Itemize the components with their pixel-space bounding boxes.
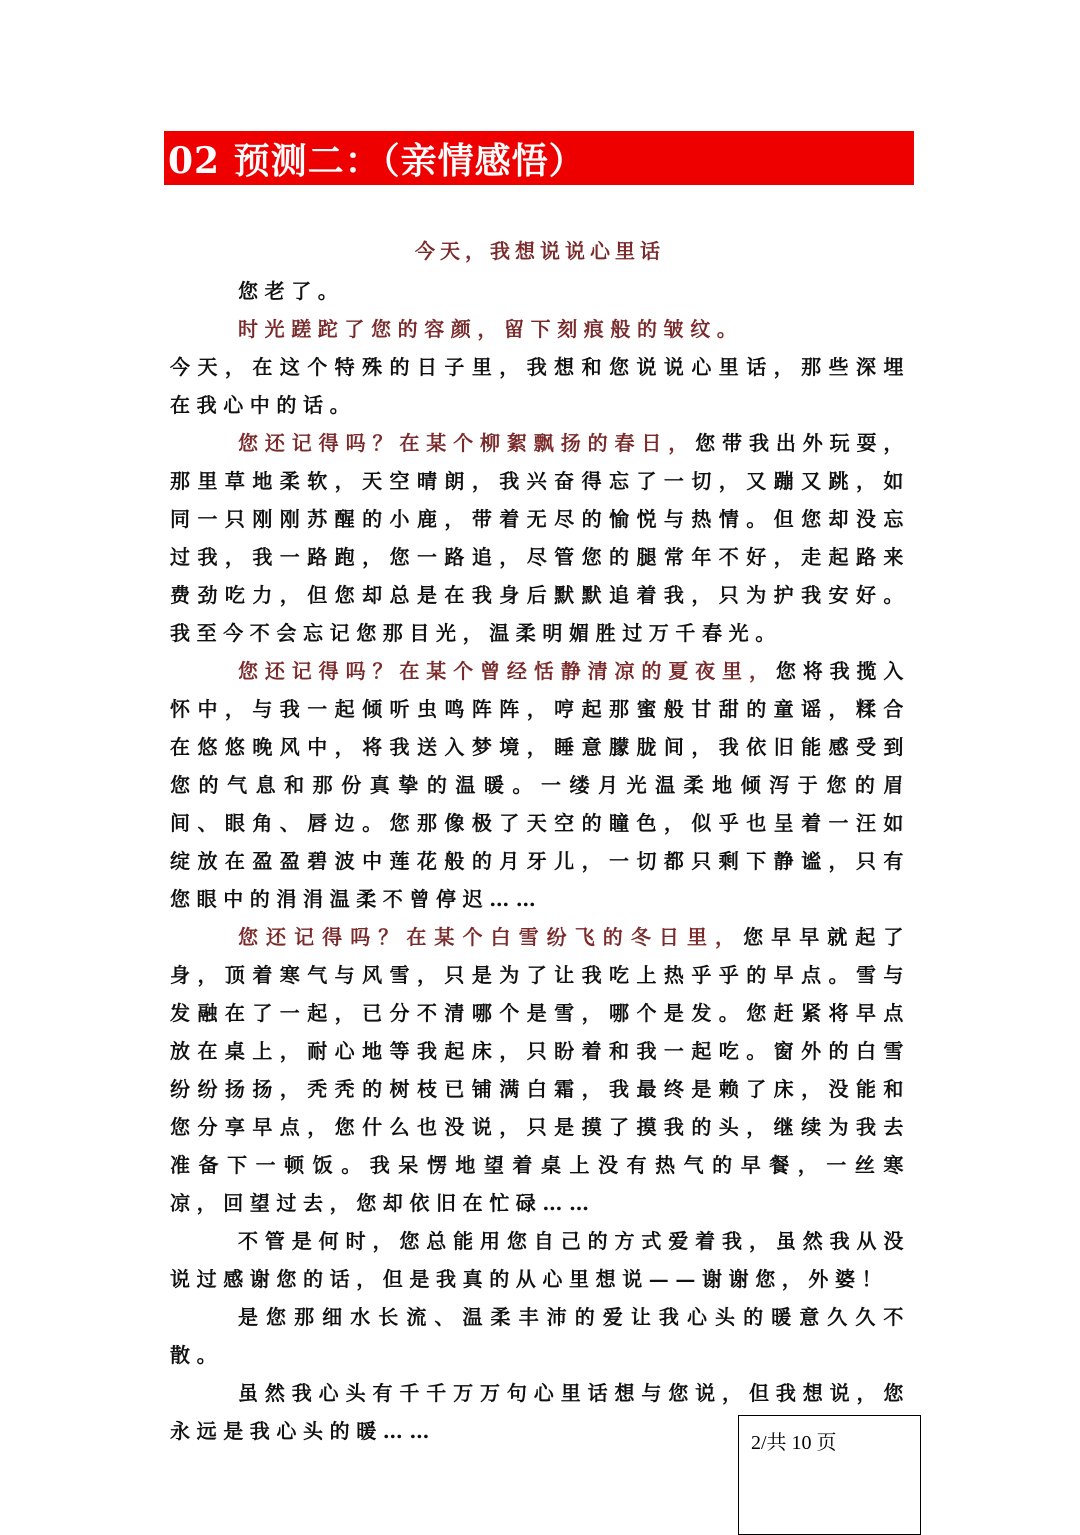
paragraph-6-body: 您早早就起了身，顶着寒气与风雪，只是为了让我吃上热乎乎的早点。雪与发融在了一起，已分不清哪个是雪，哪个是发。您赶紧将早点放在桌上，耐心地等我起床，只盼着和我一起吃。窗外的白雪纷纷扬扬，秃秃的树枝已铺满白霜，我最终是赖了床，没能和您分享早点，您什么也没说，只是摸了摸我的头，继续为我去准备下一顿饭。我呆愣地望着桌上没有热气的早餐，一丝寒凉，回望过去，您却依旧在忙碌…… bbox=[170, 925, 910, 1215]
paragraph-3: 今天，在这个特殊的日子里，我想和您说说心里话，那些深埋在我心中的话。 bbox=[170, 355, 910, 417]
essay-title: 今天，我想说说心里话 bbox=[415, 239, 665, 263]
paragraph-2: 时光蹉跎了您的容颜，留下刻痕般的皱纹。 bbox=[238, 317, 744, 341]
paragraph-5-body: 您将我揽入怀中，与我一起倾听虫鸣阵阵，哼起那蜜般甘甜的童谣，糅合在悠悠晚风中，将我送入梦境，睡意朦胧间，我依旧能感受到您的气息和那份真挚的温暖。一缕月光温柔地倾泻于您的眉间、眼角、唇边。您那像极了天空的瞳色，似乎也呈着一汪如绽放在盈盈碧波中莲花般的月牙儿，一切都只剩下静谧，只有您眼中的涓涓温柔不曾停迟…… bbox=[170, 659, 911, 911]
section-title: 02 预测二：（亲情感悟） bbox=[168, 139, 586, 182]
paragraph-1: 您老了。 bbox=[238, 279, 345, 303]
paragraph-4 bbox=[170, 424, 910, 652]
paragraph-6-highlight: 您还记得吗？在某个白雪纷飞的冬日里， bbox=[238, 925, 744, 949]
paragraph-6 bbox=[170, 918, 910, 1222]
paragraph-7: 不管是何时，您总能用您自己的方式爱着我，虽然我从没说过感谢您的话，但是我真的从心里想说——谢谢您，外婆！ bbox=[170, 1229, 910, 1291]
paragraph-8: 是您那细水长流、温柔丰沛的爱让我心头的暖意久久不散。 bbox=[170, 1305, 910, 1367]
paragraph-5-highlight: 您还记得吗？在某个曾经恬静清凉的夏夜里， bbox=[238, 659, 776, 683]
paragraph-4-highlight: 您还记得吗？在某个柳絮飘扬的春日， bbox=[238, 431, 696, 455]
essay bbox=[170, 232, 910, 1450]
paragraph-5 bbox=[170, 652, 910, 918]
page-number-box bbox=[738, 1415, 921, 1535]
paragraph-9: 虽然我心头有千千万万句心里话想与您说，但我想说，您永远是我心头的暖…… bbox=[170, 1381, 910, 1443]
section-banner bbox=[164, 131, 914, 185]
paragraph-4-body: 您带我出外玩耍，那里草地柔软，天空晴朗，我兴奋得忘了一切，又蹦又跳，如同一只刚刚苏醒的小鹿，带着无尽的愉悦与热情。但您却没忘过我，我一路跑，您一路追，尽管您的腿常年不好，走起路来费劲吃力，但您却总是在我身后默默追着我，只为护我安好。我至今不会忘记您那目光，温柔明媚胜过万千春光。 bbox=[170, 431, 910, 645]
page-number: 2/共 10 页 bbox=[751, 1432, 837, 1454]
